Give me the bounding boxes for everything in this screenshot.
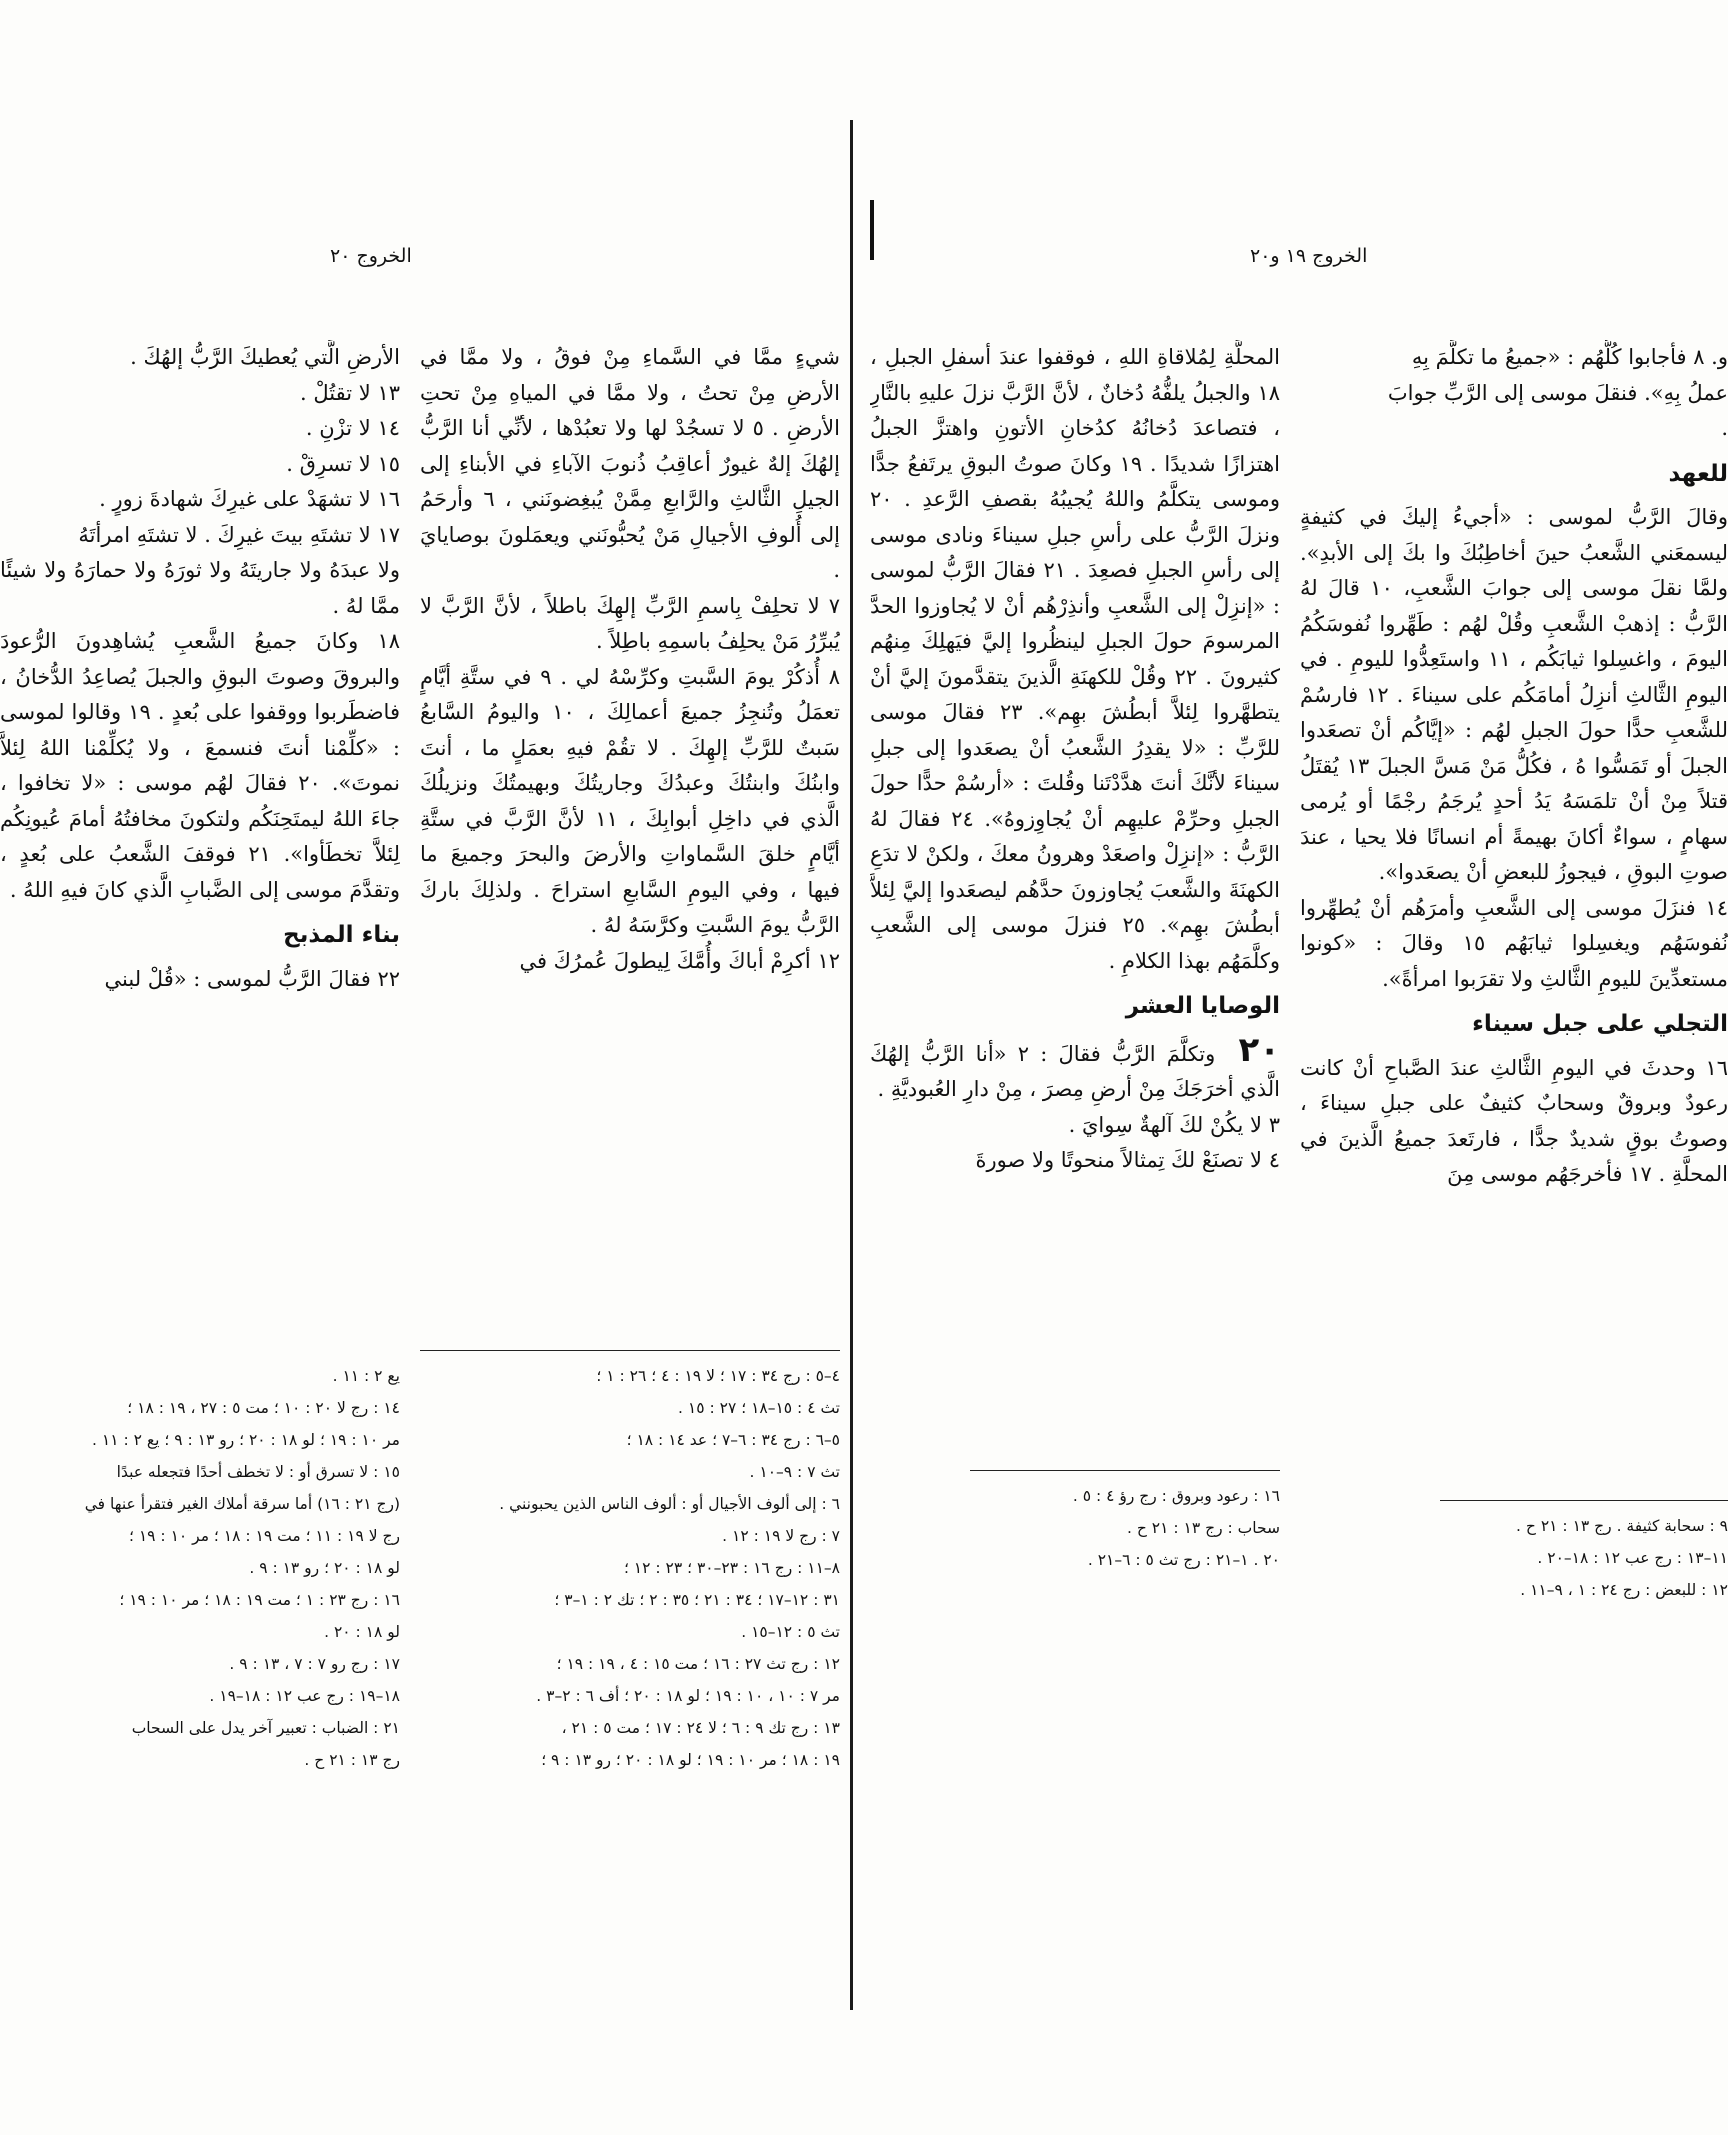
section-heading: الوصايا العشر	[1125, 993, 1280, 1019]
right-page-outer-column	[1300, 340, 1728, 1490]
verse-line: ٤ لا تصنَعْ لكَ تِمثالاً منحوتًا ولا صورةَ	[975, 1148, 1280, 1172]
footnote: تث ٧ : ٩–١٠ .	[749, 1463, 840, 1481]
verse-paragraph: ١٦ وحدثَ في اليومِ الثَّالثِ عندَ الصَّباحِ أنْ كانت رعودٌ وبروقٌ وسحابٌ كثيفٌ على جبلِ سيناءَ ، وصوتُ بوقٍ شديدٌ جدًّا ، فارتَعدَ جميعُ الَّذينَ في المحلَّةِ . ١٧ فأخرجَهُم موسى مِنَ	[1300, 1055, 1728, 1186]
left-page-inner-column	[420, 340, 840, 1390]
verse-paragraph: ولا عبدَهُ ولا جاريتَهُ ولا ثورَهُ ولا حمارَهُ ولا شيئًا ممَّا لهُ .	[0, 558, 400, 618]
verse-paragraph: ٧ لا تحلِفْ بِاسمِ الرَّبِّ إلهِكَ باطلاً ، لأنَّ الرَّبَّ لا يُبرِّرُ مَنْ يحلِفُ باسمِهِ باطِلاً .	[420, 593, 840, 653]
verse-paragraph: المحلَّةِ لِمُلاقاةِ اللهِ ، فوقفوا عندَ أسفلِ الجبلِ ، ١٨ والجبلُ يلفُّهُ دُخانٌ ، لأنَّ الرَّبَّ نزلَ عليهِ بالنَّارِ ، فتصاعدَ دُخانُهُ كدُخانِ الأتونِ واهتزَّ الجبلُ اهتزازًا شديدًا . ١٩ وكانَ صوتُ البوقِ يرتَفعُ جدًّا وموسى يتكلَّمُ واللهُ يُجيبُهُ بقصفِ الرَّعدِ . ٢٠ ونزلَ الرَّبُّ على رأسِ جبلِ سيناءَ ونادى موسى إلى رأسِ الجبلِ فصعِدَ . ٢١ فقالَ الرَّبُّ لموسى : «إنزِلْ إلى الشَّعبِ وأنذِرْهُم أنْ لا يُجاوزوا الحدَّ المرسومَ حولَ الجبلِ لينظُروا إليَّ فيَهلِكَ مِنهُم كثيرونَ . ٢٢ وقُلْ للكهنَةِ الَّذينَ يتقدَّمونَ إليَّ أنْ يتطهَّروا لِئلاَّ أبطُشَ بهِم». ٢٣ فقالَ موسى للرَّبِّ : «لا يقدِرُ الشَّعبُ أنْ يصعَدوا إلى جبلِ سيناءَ لأنَّكَ أنتَ هدَّدْتَنا وقُلتَ : «أرسُمْ حدًّا حولَ الجبلِ وحرِّمْ عليهِم أنْ يُجاوِزوهُ». ٢٤ فقالَ لهُ الرَّبُّ : «إنزِلْ واصعَدْ وهرونُ معكَ ، ولكنْ لا تدَعِ الكهنَةَ والشَّعبَ يُجاوزونَ حدَّهُم ليصعَدوا إليَّ لِئلاَّ أبطُشَ بهِم». ٢٥ فنزلَ موسى إلى الشَّعبِ وكلَّمَهُم بهذا الكلامِ .	[870, 345, 1280, 973]
footnote: ١٥ : لا تسرق أو : لا تخطف أحدًا فتجعله عبدًا	[116, 1463, 400, 1481]
left-page	[0, 245, 850, 1920]
footnote: مر ٧ : ١٠ ، ١٠ : ١٩ ؛ لو ١٨ : ٢٠ ؛ أف ٦ : ٢–٣ .	[536, 1687, 840, 1705]
verse-line: ١٤ لا تزْنِ .	[305, 416, 400, 440]
verse-line: الأرضِ الَّتي يُعطيكَ الرَّبُّ إلهُكَ .	[130, 345, 400, 369]
footnote: ١٢ : للبعض : رج ٢٤ : ١ ، ٩–١١ .	[1520, 1581, 1728, 1599]
footnote: ١٩ : ١٨ ؛ مر ١٠ : ١٩ ؛ لو ١٨ : ٢٠ ؛ رو ١٣ : ٩ ؛	[541, 1751, 840, 1769]
footnote: لو ١٨ : ٢٠ ؛ رو ١٣ : ٩ .	[249, 1559, 400, 1577]
verse-text: وتكلَّمَ الرَّبُّ فقالَ : ٢ «أنا الرَّبُّ إلهُكَ الَّذي أخرَجَكَ مِنْ أرضِ مِصرَ ، مِنْ دارِ العُبوديَّةِ .	[870, 1041, 1280, 1101]
right-page	[860, 245, 1728, 1920]
footnote: ١٤ : رج لا ٢٠ : ١٠ ؛ مت ٥ : ٢٧ ، ١٩ : ١٨ ؛	[127, 1399, 400, 1417]
footnote: ٢١ : الضباب : تعبير آخر يدل على السحاب	[131, 1719, 400, 1737]
verse-paragraph: ١٤ فنزَلَ موسى إلى الشَّعبِ وأمرَهُم أنْ يُطهِّروا نُفوسَهُم ويغسِلوا ثيابَهُم ١٥ وقالَ : «كونوا مستعدِّينَ لليومِ الثَّالثِ ولا تقرَبوا امرأةً».	[1300, 895, 1728, 991]
footnote: ٦ : إلى ألوف الأجيال أو : ألوف الناس الذين يحبونني .	[499, 1495, 840, 1513]
left-inner-footnotes	[420, 1360, 840, 1776]
verse-line: ١٦ لا تشهَدْ على غيرِكَ شهادةَ زورٍ .	[99, 487, 400, 511]
footnote: لو ١٨ : ٢٠ .	[324, 1623, 400, 1641]
footnote: يع ٢ : ١١ .	[332, 1367, 400, 1385]
gutter-mark	[870, 200, 874, 260]
verse-line: ٣ لا يكُنْ لكَ آلهةٌ سِوايَ .	[1068, 1112, 1280, 1137]
footnote: مر ١٠ : ١٩ ؛ لو ١٨ : ٢٠ ؛ رو ١٣ : ٩ ؛ يع ٢ : ١١ .	[92, 1431, 400, 1449]
verse-line: عملُ بِهِ». فنقلَ موسى إلى الرَّبِّ جوابَ	[1387, 380, 1728, 405]
section-heading: للعهد	[1668, 460, 1728, 487]
footnote: ٢٠ . ١–٢١ : رج تث ٥ : ٦–٢١ .	[1087, 1551, 1280, 1569]
footnote: رج لا ١٩ : ١١ ؛ مت ١٩ : ١٨ ؛ مر ١٠ : ١٩ ؛	[128, 1527, 400, 1545]
footnote: ٣١ : ١٢–١٧ ؛ ٣٤ : ٢١ ؛ ٣٥ : ٢ ؛ تك ٢ : ١–٣ ؛	[554, 1591, 840, 1609]
verse-line: .	[1721, 416, 1728, 440]
right-inner-footnotes	[870, 1480, 1280, 1576]
footnote: ٥–٦ : رج ٣٤ : ٦–٧ ؛ عد ١٤ : ١٨ ؛	[626, 1431, 840, 1449]
footnote: ١١–١٣ : رج عب ١٢ : ١٨–٢٠ .	[1537, 1549, 1728, 1567]
verse-paragraph: ١٨ وكانَ جميعُ الشَّعبِ يُشاهِدونَ الرُّعودَ والبروقَ وصوتَ البوقِ والجبلَ يُصاعِدُ الدُّخانُ ، فاضطَربوا ووقفوا على بُعدٍ . ١٩ وقالوا لموسى : «كلِّمْنا أنتَ فنسمعَ ، ولا يُكلِّمْنا اللهُ لِئلاَّ نموتَ». ٢٠ فقالَ لهُم موسى : «لا تخافوا ، جاءَ اللهُ ليمتَحِنَكُم ولتكونَ مخافتُهُ أمامَ عُيونِكُم لِئلاَّ تخطَأوا». ٢١ فوقفَ الشَّعبُ على بُعدٍ ، وتقدَّمَ موسى إلى الضَّبابِ الَّذي كانَ فيهِ اللهُ .	[0, 629, 400, 902]
left-outer-footnotes	[0, 1360, 400, 1776]
footnote: (رج ٢١ : ١٦) أما سرقة أملاك الغير فتقرأ عنها في	[84, 1495, 400, 1513]
verse-line: ١٥ لا تسرِقْ .	[286, 451, 400, 476]
running-head-right: الخروج ١٩ و٢٠	[1250, 245, 1368, 267]
chapter-start	[870, 1029, 1280, 1108]
left-page-outer-column	[0, 340, 400, 1390]
verse-line: ١٣ لا تقتُلْ .	[300, 380, 400, 405]
section-heading: التجلي على جبل سيناء	[1472, 1011, 1728, 1037]
right-outer-footnotes	[1300, 1510, 1728, 1606]
verse-paragraph: ٨ أُذكُرْ يومَ السَّبتِ وكرِّسْهُ لي . ٩ في ستَّةِ أيَّامٍ تعمَلُ وتُنجِزُ جميعَ أعمالِكَ ، ١٠ واليومُ السَّابعُ سَبتٌ للرَّبِّ إلهِكَ . لا تقُمْ فيهِ بعمَلٍ ما ، أنتَ وابنُكَ وابنتُكَ وعبدُكَ وجاريتُكَ وبهيمتُكَ ونزيلُكَ الَّذي في داخِلِ أبوابِكَ ، ١١ لأنَّ الرَّبَّ في ستَّةِ أيَّامٍ خلقَ السَّماواتِ والأرضَ والبحرَ وجميعَ ما فيها ، وفي اليومِ السَّابعِ استراحَ . ولذلِكَ باركَ الرَّبُّ يومَ السَّبتِ وكرَّسَهُ لهُ .	[420, 664, 840, 937]
footnote: ٤–٥ : رج ٣٤ : ١٧ ؛ لا ١٩ : ٤ ؛ ٢٦ : ١ ؛	[596, 1367, 840, 1385]
footnote: تث ٤ : ١٥–١٨ ؛ ٢٧ : ١٥ .	[678, 1399, 840, 1417]
right-page-inner-column	[870, 340, 1280, 1460]
verse-paragraph: وقالَ الرَّبُّ لموسى : «أجيءُ إليكَ في كثيفةٍ ليسمعَني الشَّعبُ حينَ أخاطِبُكَ وا بكَ إلى الأبدِ». ولمَّا نقلَ موسى إلى جوابَ الشَّعبِ، ١٠ قالَ لهُ الرَّبُّ : إذهبْ الشَّعبِ وقُلْ لهُم : طَهِّروا نُفوسَكُمُ اليومَ ، واغسِلوا ثيابَكُم ، ١١ واستَعِدُّوا لليومِ . في اليومِ الثَّالثِ أنزِلُ أمامَكُم على سيناءَ . ١٢ فارسُمْ للشَّعبِ حدًّا حولَ الجبلِ لهُم : «إيَّاكُم أنْ تصعَدوا الجبلَ أو تَمَسُّوا هُ ، فكُلُّ مَنْ مَسَّ الجبلَ ١٣ يُقتَلُ قتلاً مِنْ أنْ تلمَسَهُ يَدُ أحدٍ يُرجَمُ رجْمًا أو يُرمى سهامٍ ، سواءٌ أكانَ بهيمةً أم انسانًا فلا يحيا ، عندَ صوتِ البوقِ ، فيجوزُ للبعضِ أنْ يصعَدوا».	[1300, 505, 1728, 884]
running-head-left: الخروج ٢٠	[330, 245, 412, 267]
footnote-rule	[420, 1350, 840, 1351]
footnote: ١٦ : رعود وبروق : رج رؤ ٤ : ٥ .	[1072, 1487, 1280, 1505]
footnote: ١٦ : رج ٢٣ : ١ ؛ مت ١٩ : ١٨ ؛ مر ١٠ : ١٩ ؛	[119, 1591, 400, 1609]
footnote: ١٣ : رج تك ٩ : ٦ ؛ لا ٢٤ : ١٧ ؛ مت ٥ : ٢١ ،	[561, 1719, 840, 1737]
footnote: رج ١٣ : ٢١ ح .	[304, 1751, 400, 1769]
footnote: ١٧ : رج رو ٧ : ٧ ، ١٣ : ٩ .	[229, 1655, 400, 1673]
chapter-number: ٢٠	[1238, 1029, 1280, 1070]
section-heading: بناء المذبح	[283, 922, 400, 948]
footnote: سحاب : رج ١٣ : ٢١ ح .	[1127, 1519, 1280, 1537]
footnote: ٨–١١ : رج ١٦ : ٢٣–٣٠ ؛ ٢٣ : ١٢ ؛	[623, 1559, 840, 1577]
footnote-rule	[970, 1470, 1280, 1471]
footnote: ١٢ : رج تث ٢٧ : ١٦ ؛ مت ١٥ : ٤ ، ١٩ : ١٩ ؛	[556, 1655, 840, 1673]
footnote: ٧ : رج لا ١٩ : ١٢ .	[722, 1527, 840, 1545]
verse-paragraph: ١٢ أكرِمْ أباكَ وأُمَّكَ لِيطولَ عُمرُكَ في	[519, 948, 840, 973]
verse-paragraph: شيءٍ ممَّا في السَّماءِ مِنْ فوقُ ، ولا ممَّا في الأرضِ مِنْ تحتُ ، ولا ممَّا في المياهِ مِنْ تحتِ الأرضِ . ٥ لا تسجُدْ لها ولا تعبُدْها ، لأنِّي أنا الرَّبُّ إلهُكَ إلهٌ غيورٌ أعاقِبُ ذُنوبَ الآباءِ في الأبناءِ إلى الجيلِ الثَّالثِ والرَّابعِ مِمَّنْ يُبغِضونَني ، ٦ وأرحَمُ إلى أُلوفِ الأجيالِ مَنْ يُحبُّونَني ويعمَلونَ بوصايايَ .	[420, 345, 840, 582]
footnote: ٩ : سحابة كثيفة . رج ١٣ : ٢١ ح .	[1516, 1517, 1728, 1535]
verse-line: و. ٨ فأجابوا كُلُّهُم : «جميعُ ما تكلَّمَ بِهِ	[1411, 345, 1728, 369]
footnote-rule	[1440, 1500, 1728, 1501]
footnote: ١٨–١٩ : رج عب ١٢ : ١٨–١٩ .	[209, 1687, 400, 1705]
verse-line: ٢٢ فقالَ الرَّبُّ لموسى : «قُلْ لبني	[104, 966, 400, 991]
book-gutter	[850, 120, 853, 2010]
verse-line: ١٧ لا تشتَهِ بيتَ غيرِكَ . لا تشتَهِ امرأتَهُ	[78, 522, 400, 547]
footnote: تث ٥ : ١٢–١٥ .	[741, 1623, 840, 1641]
